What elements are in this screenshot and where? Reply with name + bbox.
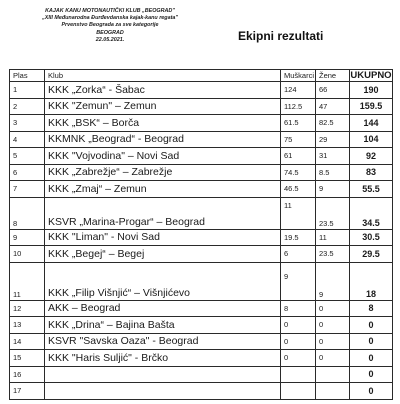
row-total-points: 0 <box>350 317 393 334</box>
organizer-header <box>0 8 220 44</box>
table-row <box>10 317 393 334</box>
row-men-points: 19.5 <box>281 229 316 246</box>
table-row <box>10 350 393 367</box>
row-place: 7 <box>10 181 45 198</box>
row-men-points: 124 <box>281 82 316 99</box>
row-men-points: 6 <box>281 246 316 263</box>
row-men-points: 61 <box>281 148 316 165</box>
table-row <box>10 131 393 148</box>
row-place: 9 <box>10 229 45 246</box>
header-championship: Prvenstvo Beograda za sve kategorije <box>61 22 159 29</box>
row-club: KKK „Zabrežje“ – Zabrežje <box>45 164 281 181</box>
row-men-points: 74.5 <box>281 164 316 181</box>
row-club: KKK „Drina“ – Bajina Bašta <box>45 317 281 334</box>
row-place: 16 <box>10 366 45 383</box>
table-row <box>10 246 393 263</box>
row-total-points: 55.5 <box>350 181 393 198</box>
row-club: KSVR "Savska Oaza" - Beograd <box>45 333 281 350</box>
row-total-points: 18 <box>350 262 393 300</box>
table-row <box>10 333 393 350</box>
row-place: 11 <box>10 262 45 300</box>
row-club: KKK „Zmaj“ – Zemun <box>45 181 281 198</box>
row-total-points: 8 <box>350 300 393 317</box>
row-place: 17 <box>10 383 45 400</box>
row-men-points: 61.5 <box>281 115 316 132</box>
table-row <box>10 366 393 383</box>
row-place: 10 <box>10 246 45 263</box>
row-club: KKK "Haris Suljić" - Brčko <box>45 350 281 367</box>
row-women-points: 0 <box>316 300 350 317</box>
row-men-points: 46.5 <box>281 181 316 198</box>
row-total-points: 144 <box>350 115 393 132</box>
results-table <box>9 69 393 400</box>
row-men-points: 75 <box>281 131 316 148</box>
row-women-points: 31 <box>316 148 350 165</box>
row-place: 13 <box>10 317 45 334</box>
row-women-points: 82.5 <box>316 115 350 132</box>
row-women-points <box>316 366 350 383</box>
row-men-points: 112.5 <box>281 98 316 115</box>
row-women-points: 9 <box>316 181 350 198</box>
row-men-points: 9 <box>281 262 316 300</box>
row-place: 12 <box>10 300 45 317</box>
row-women-points: 0 <box>316 350 350 367</box>
row-club: KKK "Liman" - Novi Sad <box>45 229 281 246</box>
table-row <box>10 148 393 165</box>
row-women-points: 66 <box>316 82 350 99</box>
row-men-points <box>281 383 316 400</box>
row-women-points: 8.5 <box>316 164 350 181</box>
column-header-klub: Klub <box>45 70 281 82</box>
row-women-points: 23.5 <box>316 197 350 229</box>
column-header-plas: Plas <box>10 70 45 82</box>
row-women-points: 9 <box>316 262 350 300</box>
table-row <box>10 181 393 198</box>
row-total-points: 0 <box>350 350 393 367</box>
row-women-points: 0 <box>316 333 350 350</box>
header-regatta-name: „XIII Međunarodna Đurđevdanska kajak-kanu regata" <box>42 15 178 22</box>
column-header-muskarci: Muškarci <box>281 70 316 82</box>
row-total-points: 30.5 <box>350 229 393 246</box>
row-women-points <box>316 383 350 400</box>
row-place: 2 <box>10 98 45 115</box>
row-place: 6 <box>10 164 45 181</box>
row-club: KKK „Begej“ – Begej <box>45 246 281 263</box>
row-club: KKK „Filip Višnjić“ – Višnjićevo <box>45 262 281 300</box>
row-club: KKK „Zorka“ - Šabac <box>45 82 281 99</box>
table-row <box>10 164 393 181</box>
row-club: KSVR „Marina-Progar“ – Beograd <box>45 197 281 229</box>
row-club <box>45 366 281 383</box>
row-men-points: 8 <box>281 300 316 317</box>
row-total-points: 92 <box>350 148 393 165</box>
table-row <box>10 229 393 246</box>
row-club: KKK „BSK“ – Borča <box>45 115 281 132</box>
row-men-points <box>281 366 316 383</box>
row-total-points: 29.5 <box>350 246 393 263</box>
row-place: 4 <box>10 131 45 148</box>
row-total-points: 159.5 <box>350 98 393 115</box>
table-row <box>10 82 393 99</box>
header-club-name: KAJAK KANU MOTONAUTIČKI KLUB „BEOGRAD" <box>45 8 175 14</box>
row-club <box>45 383 281 400</box>
row-men-points: 0 <box>281 350 316 367</box>
table-row <box>10 383 393 400</box>
page-title: Ekipni rezultati <box>238 29 324 43</box>
column-header-ukupno: UKUPNO <box>350 70 392 81</box>
row-place: 15 <box>10 350 45 367</box>
row-men-points: 0 <box>281 317 316 334</box>
row-place: 8 <box>10 197 45 229</box>
row-total-points: 83 <box>350 164 393 181</box>
row-women-points: 29 <box>316 131 350 148</box>
row-place: 5 <box>10 148 45 165</box>
row-total-points: 0 <box>350 366 393 383</box>
table-row <box>10 300 393 317</box>
table-row <box>10 262 393 300</box>
row-place: 3 <box>10 115 45 132</box>
results-body <box>10 82 393 400</box>
row-total-points: 0 <box>350 383 393 400</box>
table-row <box>10 98 393 115</box>
row-women-points: 23.5 <box>316 246 350 263</box>
row-place: 14 <box>10 333 45 350</box>
row-club: KKMNK „Beograd“ - Beograd <box>45 131 281 148</box>
table-header-row <box>10 70 393 82</box>
row-total-points: 34.5 <box>350 197 393 229</box>
row-men-points: 11 <box>281 197 316 229</box>
row-club: AKK – Beograd <box>45 300 281 317</box>
row-place: 1 <box>10 82 45 99</box>
table-row <box>10 197 393 229</box>
header-date: 22.05.2021. <box>95 36 125 43</box>
row-women-points: 0 <box>316 317 350 334</box>
table-row <box>10 115 393 132</box>
row-women-points: 11 <box>316 229 350 246</box>
row-club: KKK "Vojvodina" – Novi Sad <box>45 148 281 165</box>
row-men-points: 0 <box>281 333 316 350</box>
row-women-points: 47 <box>316 98 350 115</box>
row-club: KKK "Zemun" – Zemun <box>45 98 281 115</box>
row-total-points: 0 <box>350 333 393 350</box>
row-total-points: 190 <box>350 82 393 99</box>
row-total-points: 104 <box>350 131 393 148</box>
column-header-zene: Žene <box>316 70 350 82</box>
header-city: BEOGRAD <box>96 29 124 36</box>
